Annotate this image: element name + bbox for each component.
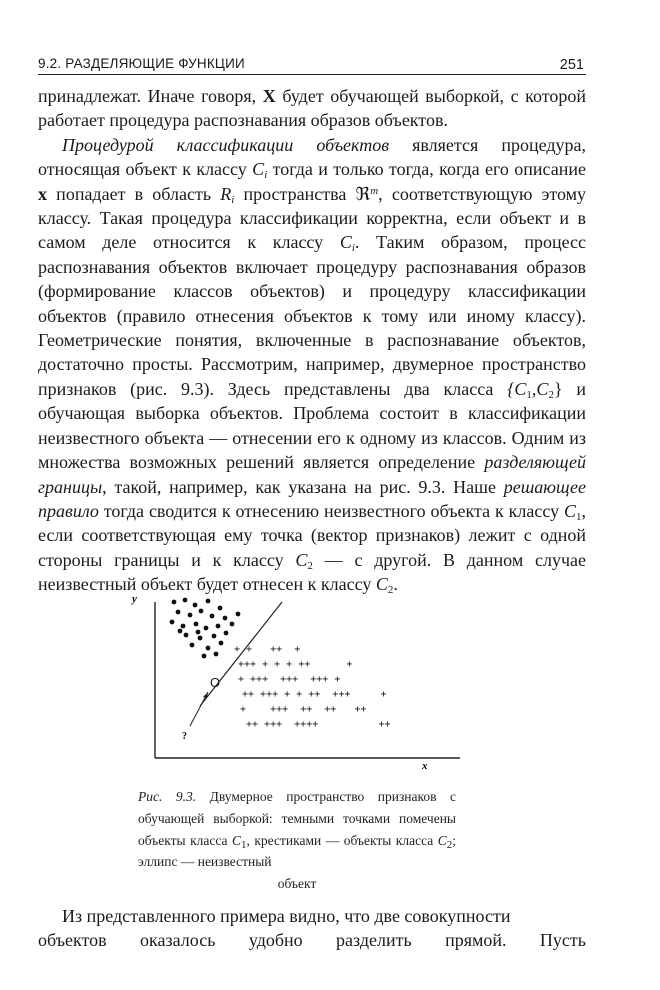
class-1-point: [214, 652, 219, 657]
text-run: будет обучающей выборкой, с которой работает процедура распознавания образов объектов.: [38, 86, 587, 131]
text-run: принадлежат. Иначе говоря,: [38, 86, 263, 106]
figure-9-3: [128, 588, 468, 778]
index-2: 2: [548, 388, 554, 401]
text-run: является процедура, относящая объект к классу: [38, 134, 586, 180]
caption-class-symbol: C: [437, 832, 447, 848]
class-1-point: [202, 654, 207, 659]
class-1-point: [183, 598, 188, 603]
text-run: попадает в область: [47, 183, 221, 204]
text-run: и обучающая выборка объектов. Проблема состоит в классификации неизвестного объекта — отнесении его к одному из классов. Одним из множества возможных решений является определение: [38, 378, 586, 473]
class-2-row: + +++ +++ +++ +: [238, 674, 341, 685]
class-1-point: [218, 606, 223, 611]
text-run: пространства: [234, 183, 356, 204]
class-symbol: C: [375, 574, 388, 595]
closing-paragraph: [38, 904, 586, 952]
text-run: , соответствующую этому классу. Такая процедура классификации корректна, если объект и в самом деле относится к классу: [38, 183, 586, 253]
feature-space-plot: [128, 588, 468, 778]
body-text: [38, 84, 586, 597]
class-1-points: [170, 598, 241, 659]
class-1-point: [224, 631, 229, 636]
figure-caption: [138, 786, 456, 895]
caption-index-2: 2: [446, 838, 453, 851]
caption-last-line: объект: [277, 876, 317, 892]
class-symbol: C: [339, 232, 352, 253]
x-axis-label: x: [422, 760, 428, 772]
class-1-point: [170, 620, 175, 625]
class-1-point: [196, 630, 201, 635]
page-number: 251: [559, 57, 584, 73]
space-symbol: ℜ: [355, 183, 371, 204]
set-close: }: [553, 378, 563, 399]
paragraph-2: [38, 133, 586, 597]
class-symbol: C: [252, 159, 265, 180]
text-run: тогда сводится к отнесению неизвестного объекта к классу: [98, 500, 564, 521]
class-1-point: [216, 624, 221, 629]
unknown-label: ?: [182, 731, 187, 742]
caption-index-1: 1: [241, 838, 247, 851]
caption-text: ; эллипс — неизвестный: [138, 832, 456, 870]
class-2-row: + +++ ++ ++ ++: [240, 704, 367, 715]
class-1-point: [193, 603, 198, 608]
y-axis-label: y: [132, 593, 137, 605]
text-run: , если соответствующая ему точка (вектор признаков) лежит с одной стороны границы и к классу: [38, 500, 586, 570]
set-middle: ,C: [531, 378, 549, 399]
class-2-row: ++ +++ ++++ ++: [246, 719, 391, 730]
term-classification-procedure: Процедурой классификации объектов: [62, 134, 390, 155]
class-1-point: [219, 641, 224, 646]
index-2: 2: [387, 584, 394, 597]
class-1-point: [204, 626, 209, 631]
class-2-row: + + ++ +: [234, 644, 301, 655]
term-decision-rule: решающее правило: [38, 476, 586, 521]
class-1-point: [176, 610, 181, 615]
class-1-point: [230, 622, 235, 627]
index-1: 1: [526, 388, 532, 401]
class-1-point: [199, 609, 204, 614]
index-i: i: [231, 193, 235, 206]
running-title: 9.2. РАЗДЕЛЯЮЩИЕ ФУНКЦИИ: [38, 56, 245, 71]
dimension-m: m: [370, 184, 379, 197]
index-1: 1: [576, 510, 582, 523]
index-i: i: [264, 169, 268, 182]
variable-x-bold: X: [262, 86, 276, 106]
class-1-point: [194, 622, 199, 627]
class-1-point: [190, 643, 195, 648]
class-1-point: [206, 646, 211, 651]
text-run: тогда и только тогда, когда его описание: [267, 159, 586, 180]
class-2-row: ++ +++ + + ++ +++ +: [242, 689, 387, 700]
class-1-point: [212, 634, 217, 639]
closing-line-1: Из представленного примера видно, что две совокупности: [62, 906, 511, 926]
class-1-point: [223, 616, 228, 621]
closing-line-2: объектов оказалось удобно разделить прямой. Пусть: [38, 930, 586, 950]
class-1-point: [181, 624, 186, 629]
class-1-point: [184, 633, 189, 638]
class-1-point: [172, 600, 177, 605]
class-1-point: [206, 599, 211, 604]
text-run: , такой, например, как указана на рис. 9.3. Наше: [102, 476, 504, 497]
index-2: 2: [307, 559, 313, 572]
class-1-point: [178, 629, 183, 634]
text-run: . Таким образом, процесс распознавания объектов включает процедуру распознавания образов (формирование классов объектов) и процедуру классификации объектов (правило отнесения объектов к тому или иному классу). Геометрические понятия, включенные в распознавание объектов, достаточно просты. Рассмотрим, например, двумерное пространство признаков (рис. 9.3). Здесь представлены два класса: [38, 232, 586, 399]
caption-label: Рис. 9.3.: [138, 789, 197, 804]
class-1-point: [236, 612, 241, 617]
class-1-point: [188, 613, 193, 618]
text-run: — с другой. В данном случае неизвестный объект будет отнесен к классу: [38, 549, 586, 595]
caption-text: Двумерное пространство признаков с обучающей выборкой: темными точками помечены объекты класса: [138, 789, 456, 848]
unknown-object-ellipse: O: [210, 675, 221, 690]
index-i: i: [351, 242, 355, 255]
set-open: {C: [507, 378, 527, 399]
term-separating-boundary: разделяющей границы: [38, 452, 586, 497]
region-symbol: R: [220, 183, 232, 204]
class-2-row: +++ + + + ++ +: [238, 659, 353, 670]
class-2-points: [234, 644, 391, 730]
page-header: [38, 52, 586, 75]
class-symbol: C: [563, 500, 576, 521]
paragraph-1: [38, 84, 586, 133]
caption-text: , крестиками — объекты класса: [246, 832, 438, 848]
caption-class-symbol: C: [232, 832, 242, 848]
class-1-point: [198, 636, 203, 641]
variable-x: x: [38, 183, 47, 204]
text-run: .: [393, 574, 398, 595]
class-1-point: [210, 614, 215, 619]
class-symbol: C: [295, 549, 308, 570]
